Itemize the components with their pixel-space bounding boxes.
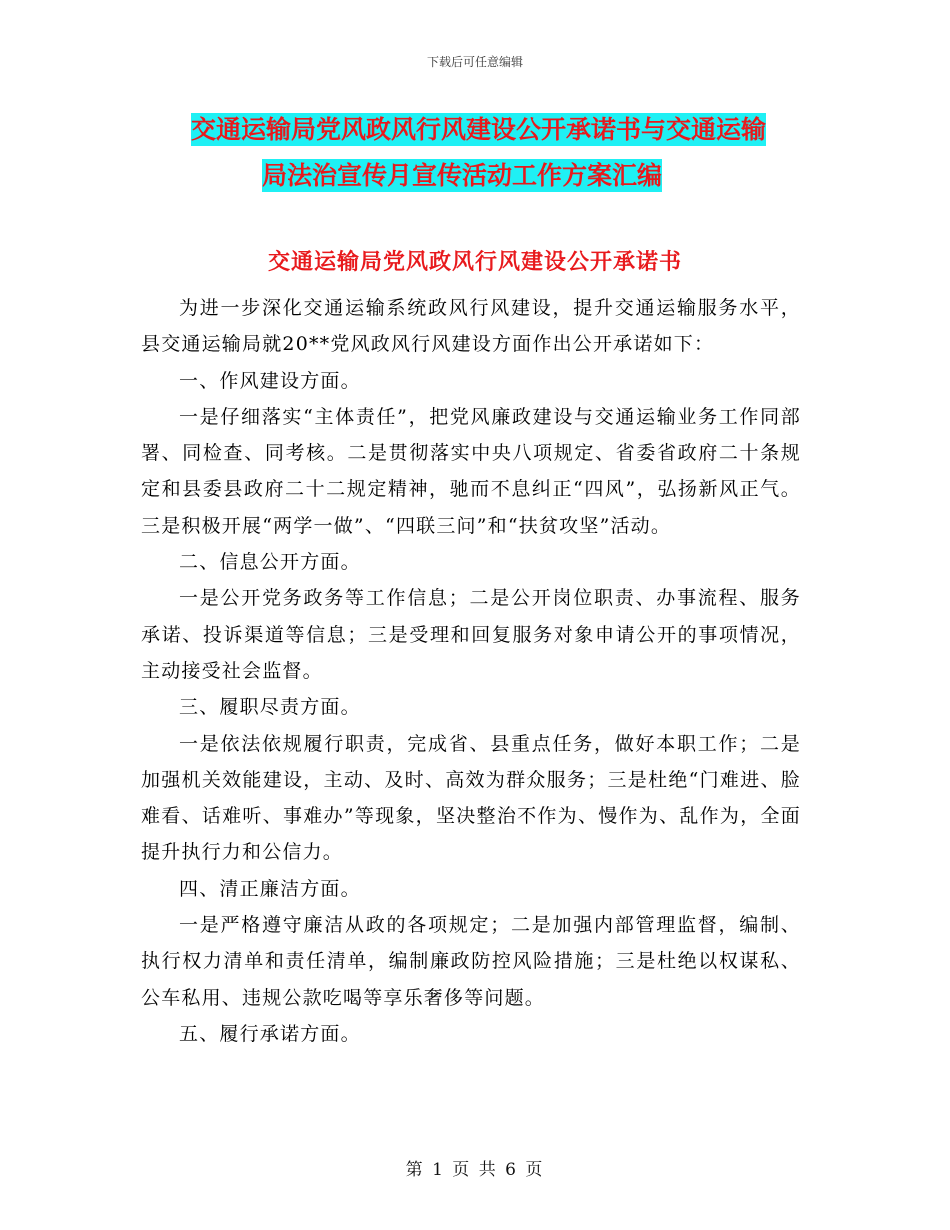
paragraph-info-disclosure: 一是公开党务政务等工作信息；二是公开岗位职责、办事流程、服务承诺、投诉渠道等信息；三是受理和回复服务对象申请公开的事项情况，主动接受社会监督。 [141, 587, 801, 682]
heading-commitment: 五、履行承诺方面。 [179, 1022, 361, 1045]
paragraph-integrity: 一是严格遵守廉洁从政的各项规定；二是加强内部管理监督，编制、执行权力清单和责任清单，编制廉政防控风险措施；三是杜绝以权谋私、公车私用、违规公款吃喝等享乐奢侈等问题。 [141, 914, 801, 1009]
paragraph-work-style: 一是仔细落实“主体责任”，把党风廉政建设与交通运输业务工作同部署、同检查、同考核。二是贯彻落实中央八项规定、省委省政府二十条规定和县委县政府二十二规定精神，驰而不息纠正“四风”，弘扬新风正气。三是积极开展“两学一做”、“四联三问”和“扶贫攻坚”活动。 [141, 405, 801, 537]
section-title: 交通运输局党风政风行风建设公开承诺书 [267, 250, 682, 275]
paragraph-duty-performance: 一是依法依规履行职责，完成省、县重点任务，做好本职工作；二是加强机关效能建设，主动、及时、高效为群众服务；三是杜绝“门难进、脸难看、话难听、事难办”等现象，坚决整治不作为、慢作为、乱作为，全面提升执行力和公信力。 [141, 732, 801, 864]
heading-duty-performance: 三、履职尽责方面。 [179, 696, 361, 719]
heading-info-disclosure: 二、信息公开方面。 [179, 551, 361, 574]
header-note: 下载后可任意编辑 [426, 55, 523, 69]
document-title-line-2: 局法治宣传月宣传活动工作方案汇编 [262, 161, 663, 190]
document-title-line-1: 交通运输局党风政风行风建设公开承诺书与交通运输 [191, 115, 767, 144]
paragraph-intro: 为进一步深化交通运输系统政风行风建设，提升交通运输服务水平，县交通运输局就20**党风政风行风建设方面作出公开承诺如下： [141, 297, 801, 356]
document-body [141, 290, 801, 1052]
page-footer: 第 1 页 共 6 页 [405, 1160, 545, 1180]
heading-work-style: 一、作风建设方面。 [179, 369, 361, 392]
document-title [140, 107, 820, 199]
heading-integrity: 四、清正廉洁方面。 [179, 877, 361, 900]
